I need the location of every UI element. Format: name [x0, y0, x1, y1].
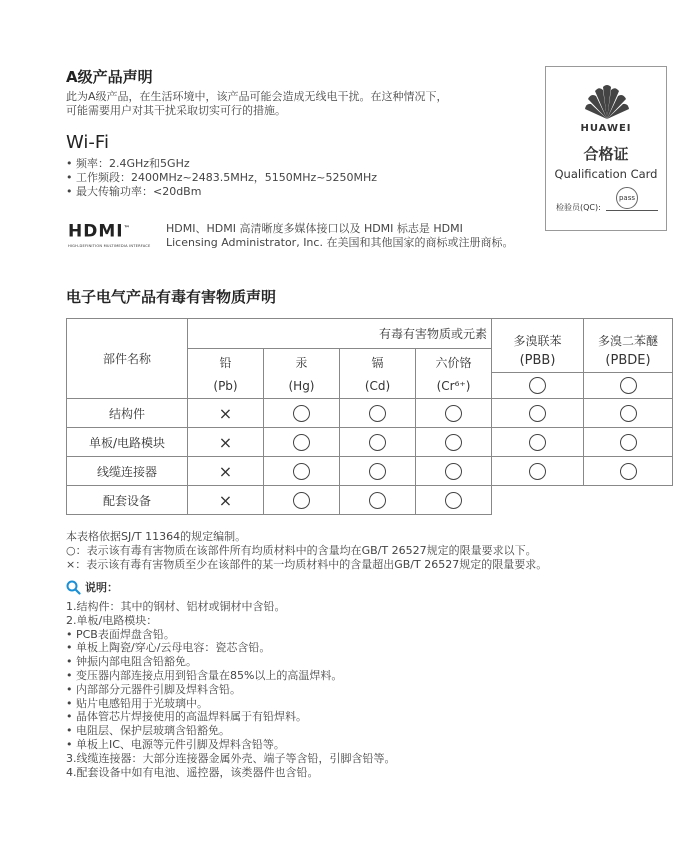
- wifi-band: • 工作频段：2400MHz~2483.5MHz，5150MHz~5250MHz: [66, 171, 378, 184]
- mark-cell: ×: [188, 399, 264, 428]
- hdmi-notice-line-2: Licensing Administrator, Inc. 在美国和其他国家的商标或注册商标。: [166, 236, 514, 249]
- explanation-label: 说明：: [85, 581, 118, 594]
- class-a-title: A级产品声明: [66, 68, 153, 86]
- mark-cell: [492, 457, 584, 486]
- search-icon: [66, 580, 81, 595]
- card-brand: HUAWEI: [580, 123, 632, 134]
- pbb-header-mark: [492, 373, 584, 399]
- rohs-table: [66, 318, 673, 515]
- mercury-header: 汞 (Hg): [264, 349, 340, 399]
- card-signature-line: [606, 210, 658, 211]
- mark-cell: [416, 486, 492, 515]
- list-item: 1.结构件：其中的钢材、铝材或铜材中含铅。: [66, 600, 286, 613]
- hdmi-logo: [68, 220, 156, 246]
- hdmi-logo-wordmark: HDMI™: [68, 221, 131, 242]
- mark-cell: ×: [188, 428, 264, 457]
- qualification-card: [545, 66, 667, 231]
- mark-cell: [264, 486, 340, 515]
- lead-header: 铅 (Pb): [188, 349, 264, 399]
- mark-cell: [584, 428, 673, 457]
- mark-cell: [340, 399, 416, 428]
- card-title-en: Qualification Card: [554, 167, 658, 181]
- mark-cell: [416, 399, 492, 428]
- part-column-header: 部件名称: [67, 319, 188, 399]
- list-item: • 钟振内部电阻含铅豁免。: [66, 655, 197, 669]
- mark-cell: [340, 457, 416, 486]
- class-a-line-2: 可能需要用户对其干扰采取切实可行的措施。: [66, 104, 286, 117]
- list-item: • 贴片电感铅用于光玻璃中。: [66, 696, 208, 710]
- chromium-header: 六价铬 (Cr⁶⁺): [416, 349, 492, 399]
- huawei-logo-icon: [583, 81, 631, 121]
- hdmi-logo-sub: HIGH-DEFINITION MULTIMEDIA INTERFACE: [68, 243, 151, 248]
- card-inspector-label: 检验员(QC):: [556, 203, 601, 212]
- list-item: 3.线缆连接器：大部分连接器金属外壳、端子等含铅，引脚含铅等。: [66, 751, 396, 765]
- list-item: • 单板上IC、电源等元件引脚及焊料含铅等。: [66, 737, 285, 751]
- pass-stamp: pass: [616, 187, 638, 209]
- table-notes: [66, 530, 547, 572]
- part-name: 结构件: [67, 399, 188, 428]
- mark-cell: ×: [188, 486, 264, 515]
- mark-cell: [264, 428, 340, 457]
- card-title-cn: 合格证: [583, 145, 629, 163]
- list-item: • 单板上陶瓷/穿心/云母电容：瓷芯含铅。: [66, 641, 271, 655]
- mark-cell: [340, 428, 416, 457]
- list-item: 4.配套设备中如有电池、遥控器，该类器件也含铅。: [66, 765, 319, 779]
- table-row: [67, 399, 673, 428]
- mark-cell: [264, 399, 340, 428]
- part-name: 单板/电路模块: [67, 428, 188, 457]
- rohs-title: 电子电气产品有毒有害物质声明: [66, 288, 277, 306]
- mark-cell: [340, 486, 416, 515]
- list-item: • PCB表面焊盘含铅。: [66, 627, 175, 641]
- table-row: [67, 457, 673, 486]
- wifi-frequency: • 频率：2.4GHz和5GHz: [66, 157, 190, 170]
- table-row: [67, 486, 673, 515]
- part-name: 配套设备: [67, 486, 188, 515]
- explanation-list: [66, 600, 396, 779]
- pbde-header-symbol: (PBDE): [584, 349, 673, 373]
- pbde-header-name: 多溴二苯醚: [584, 319, 673, 349]
- mark-cell: [416, 457, 492, 486]
- note-basis: 本表格依据SJ/T 11364的规定编制。: [66, 530, 247, 543]
- substance-group-header: 有毒有害物质或元素: [188, 319, 492, 349]
- mark-cell: ×: [188, 457, 264, 486]
- list-item: • 内部部分元器件引脚及焊料含铅。: [66, 682, 241, 696]
- list-item: 2.单板/电路模块：: [66, 613, 158, 627]
- pbde-header-mark: [584, 373, 673, 399]
- wifi-max-power: • 最大传输功率：<20dBm: [66, 185, 202, 198]
- note-cross: ×：表示该有毒有害物质至少在该部件的某一均质材料中的含量超出GB/T 26527规定的限量要求。: [66, 558, 548, 571]
- list-item: • 电阻层、保护层玻璃含铅豁免。: [66, 724, 230, 738]
- wifi-title: Wi-Fi: [66, 132, 109, 153]
- table-row: [67, 428, 673, 457]
- list-item: • 变压器内部连接点用到铅含量在85%以上的高温焊料。: [66, 668, 343, 682]
- mark-cell: [492, 428, 584, 457]
- class-a-line-1: 此为A级产品，在生活环境中，该产品可能会造成无线电干扰。在这种情况下，: [66, 90, 448, 103]
- mark-cell: [416, 428, 492, 457]
- pbb-header-symbol: (PBB): [492, 349, 584, 373]
- mark-cell: [584, 457, 673, 486]
- mark-cell: [584, 399, 673, 428]
- pbb-header-name: 多溴联苯: [492, 319, 584, 349]
- mark-cell: [492, 399, 584, 428]
- note-circle: ○：表示该有毒有害物质在该部件所有均质材料中的含量均在GB/T 26527规定的限量要求以下。: [66, 544, 537, 557]
- explanation-header: [66, 579, 118, 595]
- hdmi-notice-line-1: HDMI、HDMI 高清晰度多媒体接口以及 HDMI 标志是 HDMI: [166, 222, 463, 235]
- part-name: 线缆连接器: [67, 457, 188, 486]
- list-item: • 晶体管芯片焊接使用的高温焊料属于有铅焊料。: [66, 710, 307, 724]
- cadmium-header: 镉 (Cd): [340, 349, 416, 399]
- mark-cell: [264, 457, 340, 486]
